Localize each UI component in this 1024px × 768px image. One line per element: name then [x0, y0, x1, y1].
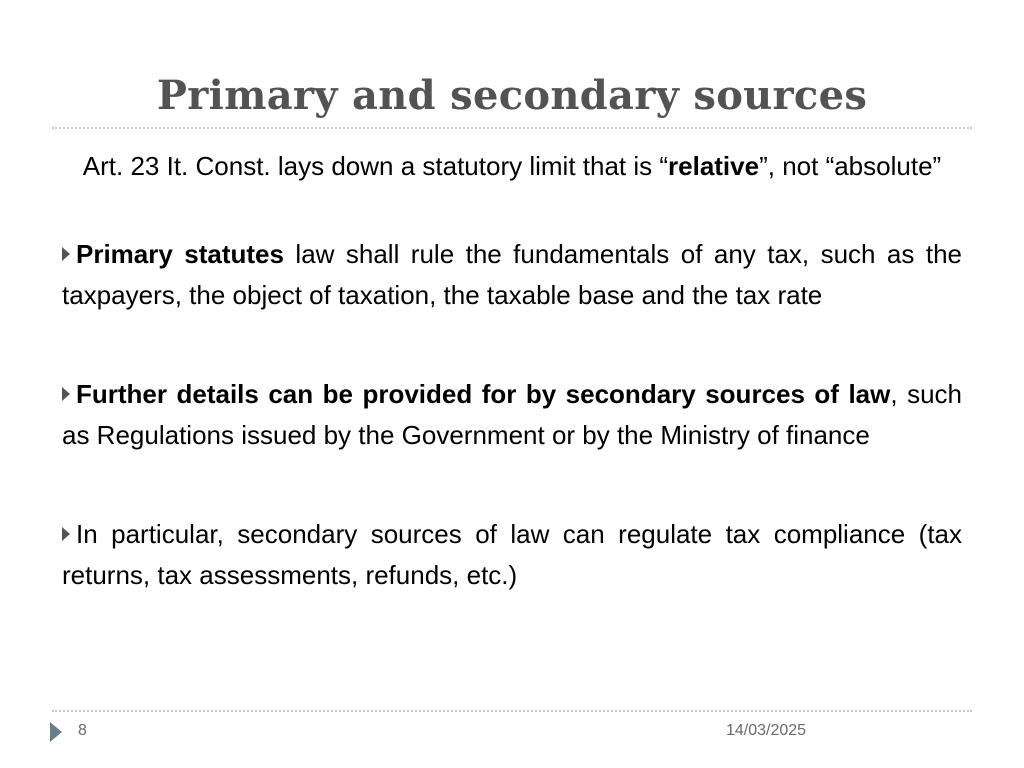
bullet-text: In particular, secondary sources of law can regulate tax compliance (tax returns, tax assessments, refunds, etc.) [62, 519, 962, 590]
intro-before: Art. 23 It. Const. lays down a statutory limit that is “ [82, 151, 669, 181]
title-divider [52, 127, 972, 129]
bullet-list [62, 234, 962, 596]
slide-date: 14/03/2025 [726, 722, 807, 739]
bullet-arrow-icon [62, 247, 70, 261]
bullet-item-2 [62, 374, 962, 456]
bullet-text: law shall rule the fundamentals of any tax, such as the taxpayers, the object of taxation, the taxable base and the tax rate [62, 239, 962, 310]
page-number: 8 [78, 722, 87, 739]
slide-title: Primary and secondary sources [156, 72, 868, 119]
bullet-item-3 [62, 514, 962, 596]
bullet-arrow-icon [62, 387, 70, 401]
footer-divider [52, 710, 972, 712]
intro-bold: relative [668, 151, 760, 181]
intro-text [62, 146, 962, 186]
bullet-bold: Further details can be provided for by secondary sources of law [76, 379, 891, 409]
bullet-arrow-icon [62, 527, 70, 541]
bullet-bold: Primary statutes [76, 239, 284, 269]
bullet-item-1 [62, 234, 962, 316]
intro-after: ”, not “absolute” [759, 151, 942, 181]
bullet-text: , such as Regulations issued by the Government or by the Ministry of finance [62, 379, 962, 450]
footer-arrow-icon [50, 722, 62, 742]
